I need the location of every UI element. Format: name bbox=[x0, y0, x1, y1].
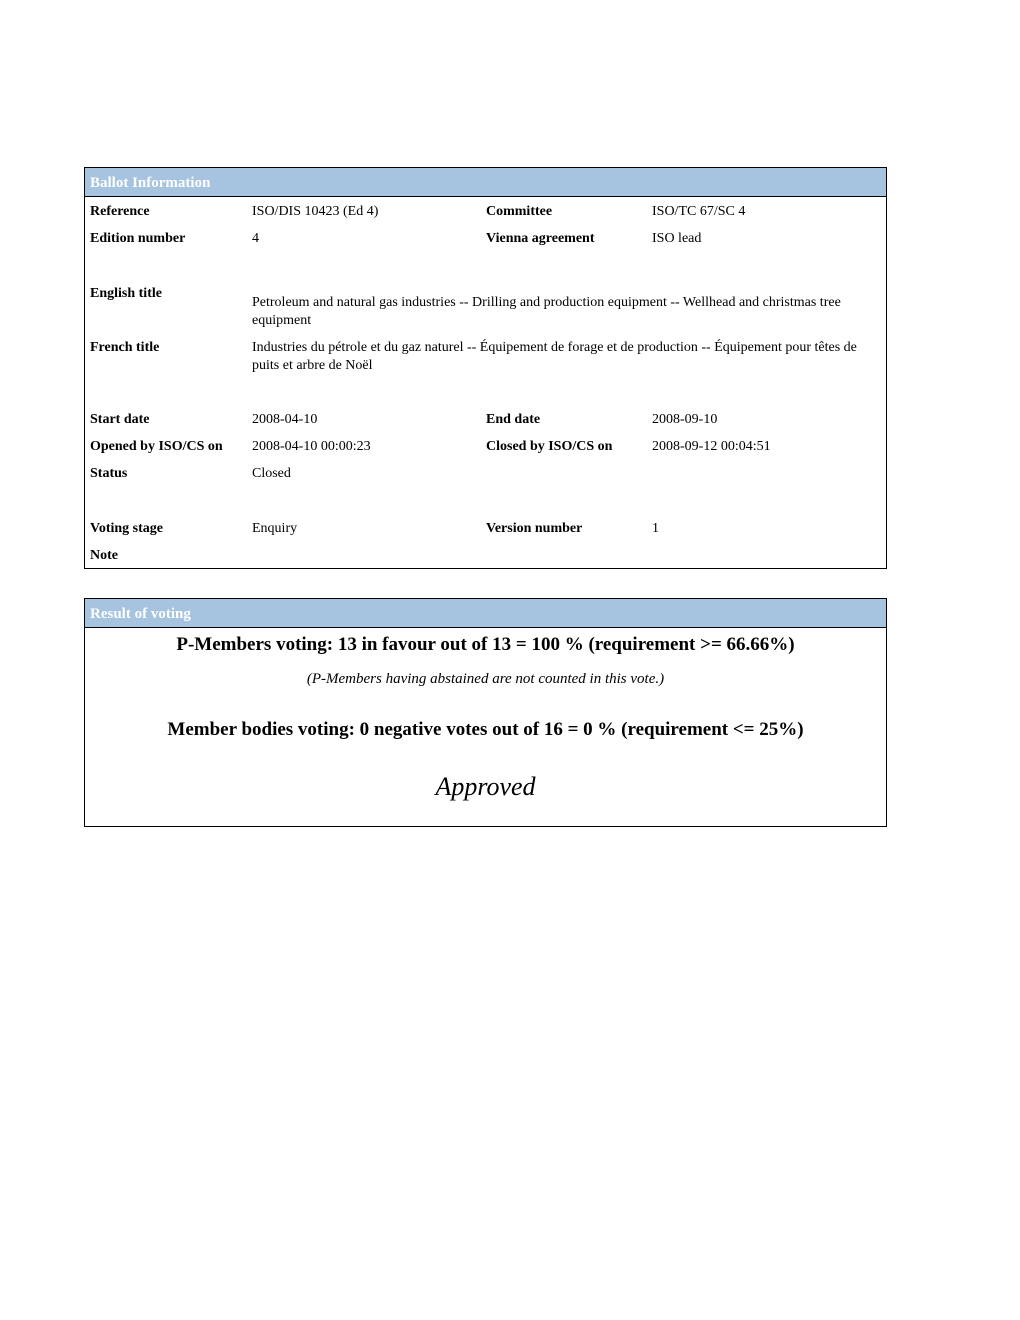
committee-value: ISO/TC 67/SC 4 bbox=[652, 204, 746, 219]
vienna-agreement-label: Vienna agreement bbox=[486, 231, 595, 246]
vienna-agreement-value: ISO lead bbox=[652, 231, 702, 246]
ballot-information-header: Ballot Information bbox=[85, 168, 886, 197]
version-number-label: Version number bbox=[486, 521, 583, 536]
member-bodies-voting-result: Member bodies voting: 0 negative votes out of 16 = 0 % (requirement <= 25%) bbox=[167, 719, 804, 740]
end-date-value: 2008-09-10 bbox=[652, 412, 718, 427]
result-of-voting-header: Result of voting bbox=[85, 599, 886, 628]
opened-by-label: Opened by ISO/CS on bbox=[90, 439, 223, 454]
english-title-value: Petroleum and natural gas industries -- Drilling and production equipment -- Wellhead and christmas tree equipment bbox=[252, 295, 841, 328]
reference-label: Reference bbox=[90, 204, 150, 219]
end-date-label: End date bbox=[486, 412, 541, 427]
committee-label: Committee bbox=[486, 204, 553, 219]
result-of-voting-panel bbox=[84, 598, 887, 827]
voting-outcome: Approved bbox=[435, 772, 536, 801]
edition-number-value: 4 bbox=[252, 231, 259, 246]
ballot-information-panel bbox=[84, 167, 887, 569]
version-number-value: 1 bbox=[652, 521, 659, 536]
start-date-label: Start date bbox=[90, 412, 150, 427]
closed-by-label: Closed by ISO/CS on bbox=[486, 439, 613, 454]
french-title-label: French title bbox=[90, 340, 160, 355]
english-title-label: English title bbox=[90, 286, 162, 301]
closed-by-value: 2008-09-12 00:04:51 bbox=[652, 439, 771, 454]
reference-value: ISO/DIS 10423 (Ed 4) bbox=[252, 204, 379, 219]
french-title-value: Industries du pétrole et du gaz naturel -- Équipement de forage et de production -- Équipement pour têtes de puits et arbre de Noël bbox=[252, 340, 857, 373]
status-value: Closed bbox=[252, 466, 291, 481]
voting-stage-value: Enquiry bbox=[252, 521, 298, 536]
opened-by-value: 2008-04-10 00:00:23 bbox=[252, 439, 371, 454]
note-label: Note bbox=[90, 548, 118, 563]
abstained-note: (P-Members having abstained are not counted in this vote.) bbox=[306, 671, 665, 687]
status-label: Status bbox=[90, 466, 128, 481]
p-members-voting-result: P-Members voting: 13 in favour out of 13 = 100 % (requirement >= 66.66%) bbox=[176, 634, 795, 655]
start-date-value: 2008-04-10 bbox=[252, 412, 318, 427]
edition-number-label: Edition number bbox=[90, 231, 186, 246]
voting-stage-label: Voting stage bbox=[90, 521, 163, 536]
